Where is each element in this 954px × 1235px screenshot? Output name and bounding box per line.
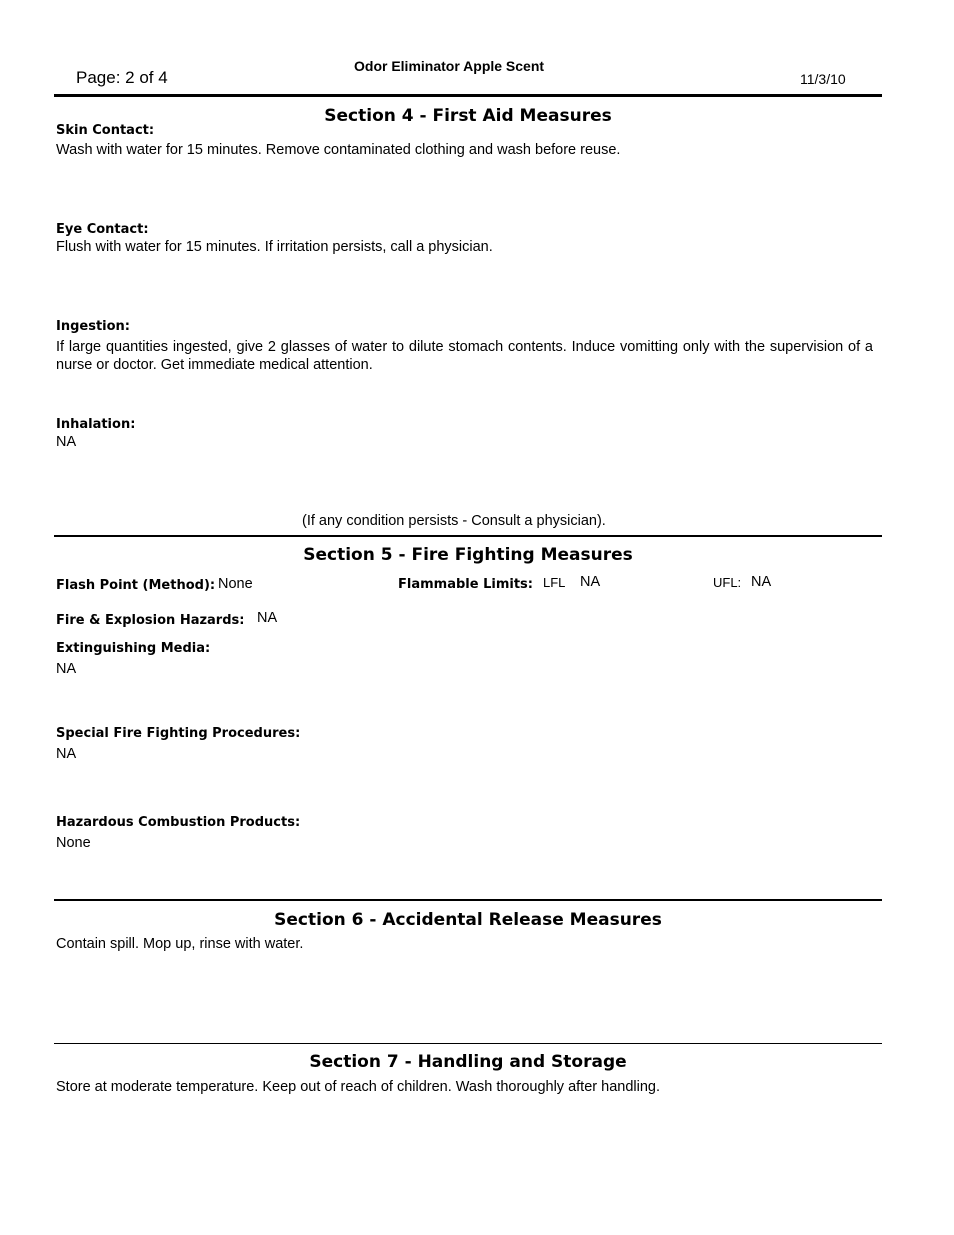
flash-point-value: None xyxy=(218,576,253,592)
skin-contact-text: Wash with water for 15 minutes. Remove contaminated clothing and wash before reuse. xyxy=(56,142,621,158)
special-procedures-value: NA xyxy=(56,746,77,762)
section-7-divider xyxy=(54,1043,882,1044)
document-date: 11/3/10 xyxy=(800,71,846,87)
consult-physician-note: (If any condition persists - Consult a physician). xyxy=(302,513,606,529)
flash-point-label: Flash Point (Method): xyxy=(56,578,216,593)
section-6-title: Section 6 - Accidental Release Measures xyxy=(274,910,662,930)
ufl-value: NA xyxy=(751,574,772,590)
accidental-release-text: Contain spill. Mop up, rinse with water. xyxy=(56,936,304,952)
header-divider xyxy=(54,94,882,97)
extinguishing-media-label: Extinguishing Media: xyxy=(56,641,211,656)
section-7-title: Section 7 - Handling and Storage xyxy=(309,1052,627,1072)
page-number: Page: 2 of 4 xyxy=(76,68,168,87)
inhalation-text: NA xyxy=(56,434,77,450)
combustion-products-label: Hazardous Combustion Products: xyxy=(56,815,301,830)
flammable-limits-label: Flammable Limits: xyxy=(398,577,533,592)
fire-explosion-hazards-label: Fire & Explosion Hazards: xyxy=(56,613,245,628)
fire-explosion-hazards-value: NA xyxy=(257,610,278,626)
eye-contact-label: Eye Contact: xyxy=(56,222,149,237)
special-procedures-label: Special Fire Fighting Procedures: xyxy=(56,726,301,741)
section-6-divider xyxy=(54,899,882,901)
lfl-label: LFL xyxy=(543,575,566,590)
lfl-value: NA xyxy=(580,574,601,590)
combustion-products-value: None xyxy=(56,835,91,851)
section-5-title: Section 5 - Fire Fighting Measures xyxy=(303,545,633,565)
ingestion-text: If large quantities ingested, give 2 glasses of water to dilute stomach contents. Induce vomitting only with the supervision of a nurse or doctor. Get immediate medical attention. xyxy=(56,339,873,373)
section-4-title: Section 4 - First Aid Measures xyxy=(324,106,612,126)
section-5-divider xyxy=(54,535,882,537)
skin-contact-label: Skin Contact: xyxy=(56,123,155,138)
eye-contact-text: Flush with water for 15 minutes. If irritation persists, call a physician. xyxy=(56,239,493,255)
handling-storage-text: Store at moderate temperature. Keep out of reach of children. Wash thoroughly after handling. xyxy=(56,1079,660,1095)
inhalation-label: Inhalation: xyxy=(56,417,136,432)
ufl-label: UFL: xyxy=(713,575,742,590)
product-name: Odor Eliminator Apple Scent xyxy=(354,58,545,74)
extinguishing-media-value: NA xyxy=(56,661,77,677)
ingestion-label: Ingestion: xyxy=(56,319,131,334)
